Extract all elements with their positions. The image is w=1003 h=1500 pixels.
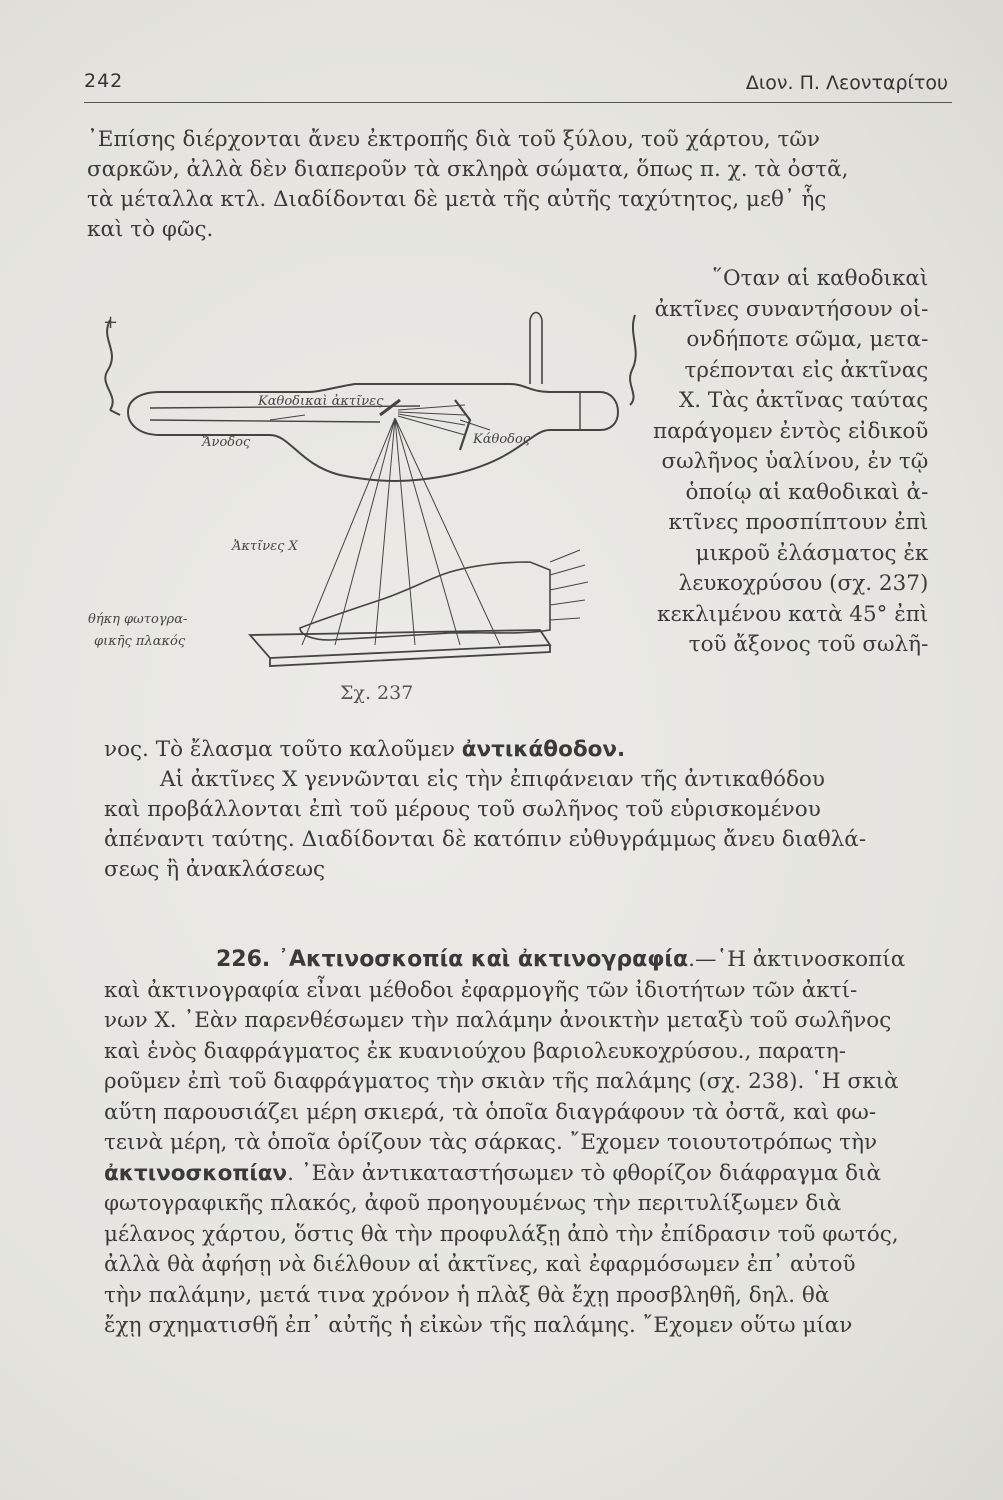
label-x-rays: Ἀκτῖνες Χ [232, 539, 298, 554]
term-radioscopy: ἀκτινοσκοπίαν [104, 1160, 288, 1186]
text-line [104, 1159, 905, 1190]
text-line: τὴν παλάμην, μετά τινα χρόνον ἡ πλὰξ θὰ ἔχῃ προσβληθῆ, δηλ. θὰ [104, 1282, 830, 1308]
text-line: σεως ἢ ἀνακλάσεως [104, 857, 326, 882]
label-plate-line-2: φικῆς πλακός [94, 634, 186, 649]
text-line: λευκοχρύσου (σχ. 237) [678, 571, 929, 596]
text-line: Χ. Τὰς ἀκτῖνας ταύτας [678, 388, 929, 413]
label-cathode-rays: Καθοδικαὶ ἀκτῖνες [258, 394, 384, 409]
text-line: μικροῦ ἐλάσματος ἐκ [695, 540, 929, 566]
text-line: καὶ τὸ φῶς. [87, 217, 214, 242]
text-line: ἔχῃ σχηματισθῆ ἐπ᾿ αὐτῆς ἡ εἰκὼν τῆς παλάμης. ῎Εχομεν οὕτω μίαν [104, 1313, 853, 1338]
text-line: ῞Οταν αἱ καθοδικαὶ [712, 266, 929, 291]
text-run: νος. Τὸ ἔλασμα τοῦτο καλοῦμεν [104, 737, 462, 762]
xray-tube-illustration [80, 300, 650, 710]
text-line: Αἱ ἀκτῖνες Χ γεννῶνται εἰς τὴν ἐπιφάνειαν τῆς ἀντικαθόδου [160, 767, 825, 792]
section-226 [104, 945, 905, 1342]
paragraph-continuation [104, 735, 866, 885]
term-anticathode: ἀντικάθοδον. [461, 737, 626, 762]
text-line: παράγομεν ἐντὸς εἰδικοῦ [653, 418, 929, 444]
text-line: αὕτη παρουσιάζει μέρη σκιερά, τὰ ὁποῖα διαγράφουν τὰ ὀστᾶ, καὶ φω- [104, 1099, 877, 1125]
running-head: Διον. Π. Λεονταρίτου [745, 72, 948, 94]
right-wire-coil [630, 315, 636, 405]
text-line: καὶ ἑνὸς διαφράγματος ἐκ κυανιούχου βαριολευκοχρύσου., παρατη- [104, 1038, 846, 1064]
paragraph-intro [87, 125, 849, 245]
text-run: .—῾Η ἀκτινοσκοπία [688, 947, 906, 972]
text-line: ὁποίῳ αἱ καθοδικαὶ ἀ- [685, 479, 929, 505]
text-line [104, 735, 866, 765]
text-line: ροῦμεν ἐπὶ τοῦ διαφράγματος τὴν σκιὰν τῆς παλάμης (σχ. 238). ῾Η σκιὰ [104, 1069, 899, 1094]
text-line: σαρκῶν, ἀλλὰ δὲν διαπεροῦν τὰ σκληρὰ σώματα, ὅπως π. χ. τὰ ὀστᾶ, [87, 157, 849, 182]
text-line: ονδήποτε σῶμα, μετα- [686, 327, 929, 352]
text-line: καὶ ἀκτινογραφία εἶναι μέθοδοι ἐφαρμογῆς τῶν ἰδιοτήτων τῶν ἀκτί- [104, 977, 858, 1003]
page-number: 242 [84, 70, 124, 92]
section-title: 226. ᾿Ακτινοσκοπία καὶ ἀκτινογραφία [216, 947, 689, 972]
text-run: . ᾿Εὰν ἀντικαταστήσωμεν τὸ φθορίζον διάφραγμα διὰ [287, 1160, 882, 1186]
xray-tube-figure [80, 300, 650, 710]
text-line: ἀκτῖνες συναντήσουν οἱ- [654, 296, 929, 322]
text-line: σωλῆνος ὑαλίνου, ἐν τῷ [661, 449, 929, 474]
text-line: μέλανος χάρτου, ὅστις θὰ τὴν προφυλάξῃ ἀπὸ τὴν ἐπίδρασιν τοῦ φωτός, [104, 1221, 899, 1247]
label-cathode: Κάθοδος [473, 432, 531, 447]
text-line: ᾿Επίσης διέρχονται ἄνευ ἐκτροπῆς διὰ τοῦ ξύλου, τοῦ χάρτου, τῶν [87, 127, 820, 152]
text-line: φωτογραφικῆς πλακός, ἀφοῦ προηγουμένως τὴν περιτυλίξωμεν διὰ [104, 1191, 842, 1216]
text-line: τεινὰ μέρη, τὰ ὁποῖα ὁρίζουν τὰς σάρκας. ῎Εχομεν τοιουτοτρόπως τὴν [104, 1130, 878, 1155]
plus-sign: + [103, 312, 119, 333]
text-line: νων Χ. ᾿Εὰν παρενθέσωμεν τὴν παλάμην ἀνοικτὴν μεταξὺ τοῦ σωλῆνος [104, 1008, 892, 1033]
text-line: τὰ μέταλλα κτλ. Διαδίδονται δὲ μετὰ τῆς αὐτῆς ταχύτητος, μεθ᾿ ἧς [87, 187, 827, 212]
text-line: ἀλλὰ θὰ ἀφήσῃ νὰ διέλθουν αἱ ἀκτῖνες, καὶ ἐφαρμόσωμεν ἐπ᾿ αὐτοῦ [104, 1252, 856, 1277]
cathode-rays [398, 405, 465, 435]
section-heading-line [160, 945, 905, 976]
text-line: καὶ προβάλλονται ἐπὶ τοῦ μέρους τοῦ σωλῆνος τοῦ εὑρισκομένου [104, 797, 821, 822]
tube-stem [530, 320, 542, 384]
x-rays-cone [302, 418, 500, 645]
figure-caption: Σχ. 237 [340, 682, 414, 704]
text-line: ἀπέναντι ταύτης. Διαδίδονται δὲ κατόπιν εὐθυγράμμως ἄνευ διαθλά- [104, 827, 867, 852]
text-line: κεκλιμένου κατὰ 45° ἐπὶ [657, 601, 929, 627]
text-line: τοῦ ἄξονος τοῦ σωλῆ- [688, 632, 929, 657]
label-anode: Ἄνοδος [202, 435, 251, 450]
label-plate-line-1: θήκη φωτογρα- [88, 612, 188, 627]
hand [300, 562, 550, 640]
page-header [84, 62, 952, 103]
left-wire-coil [105, 320, 112, 410]
text-line: κτῖνες προσπίπτουν ἐπὶ [668, 510, 929, 535]
text-line: τρέπονται εἰς ἀκτῖνας [684, 357, 929, 383]
figure-side-text [653, 264, 928, 661]
